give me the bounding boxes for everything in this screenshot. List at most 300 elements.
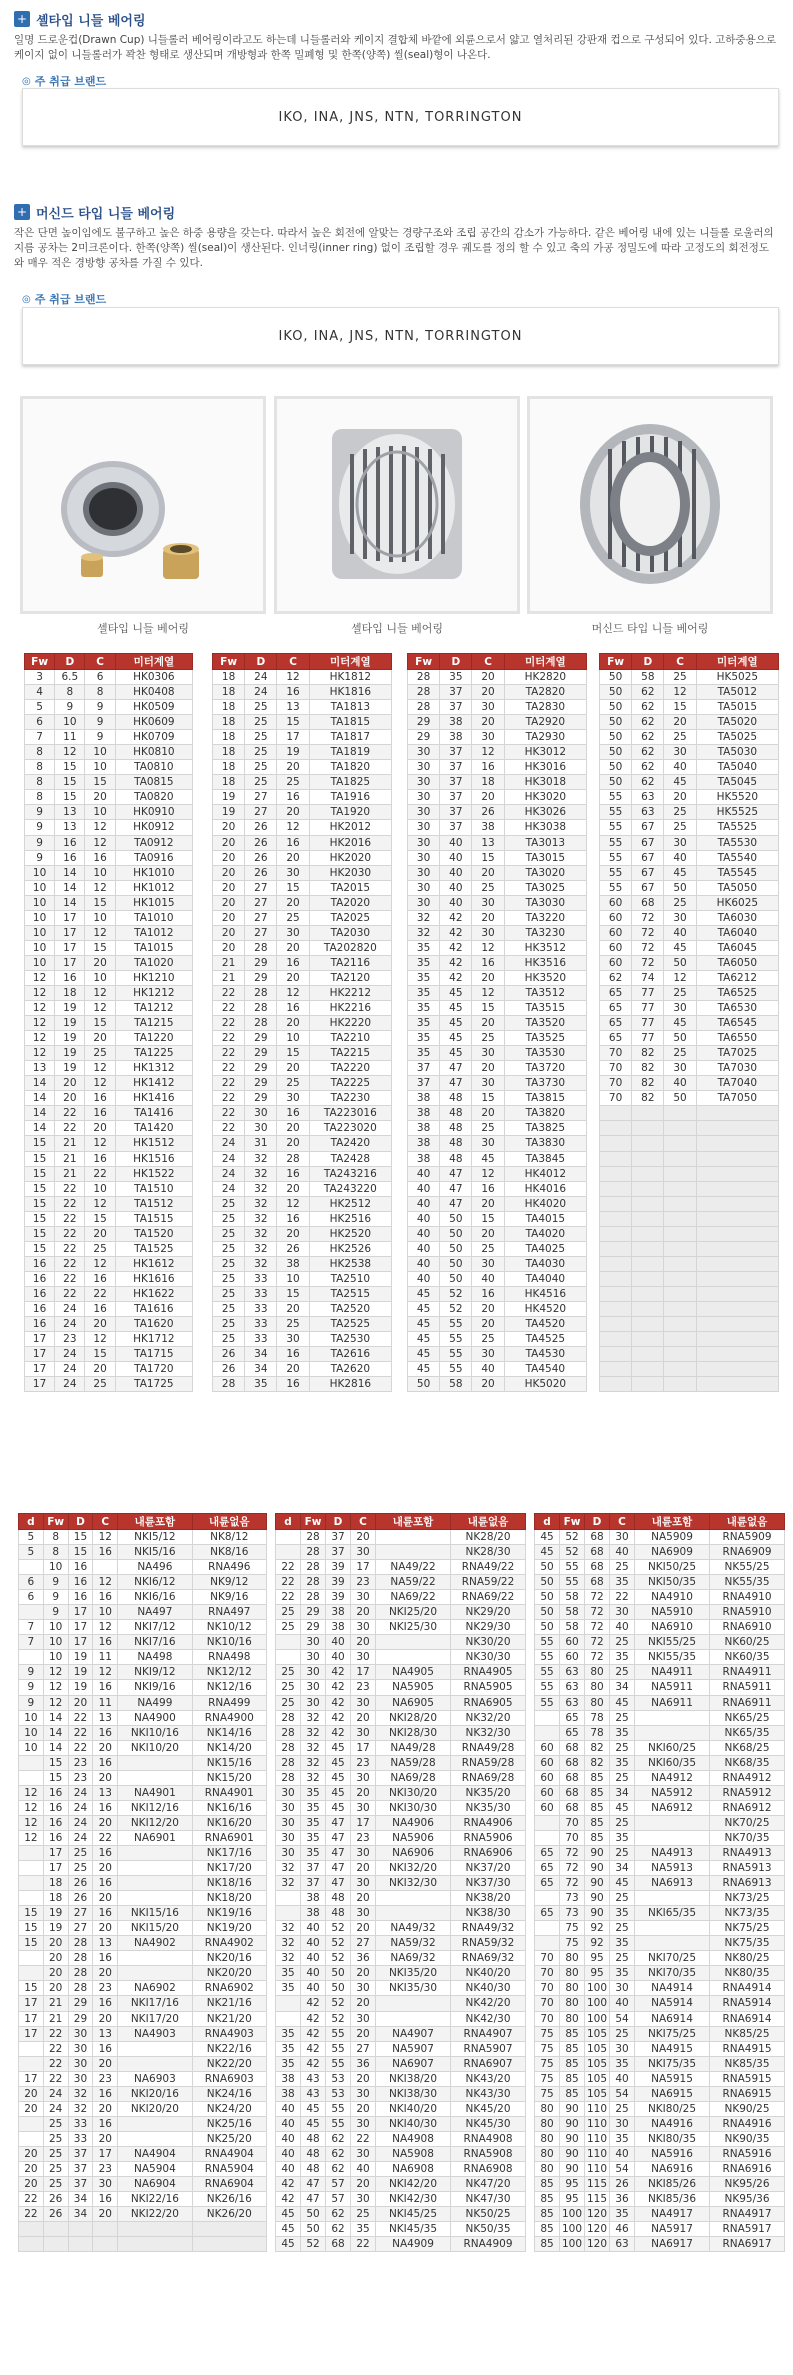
table-cell: 55 bbox=[600, 805, 632, 820]
table-cell: 22 bbox=[213, 1121, 245, 1136]
table-cell: 55 bbox=[560, 1560, 585, 1575]
table-cell: 68 bbox=[632, 895, 664, 910]
table-cell: 57 bbox=[326, 2192, 351, 2207]
table-cell bbox=[664, 1271, 696, 1286]
table-cell: NK55/35 bbox=[710, 1575, 785, 1590]
table-cell: 33 bbox=[245, 1317, 277, 1332]
table-cell: 62 bbox=[326, 2161, 351, 2176]
table-cell: 55 bbox=[535, 1635, 560, 1650]
table-row bbox=[25, 1196, 193, 1211]
column-header: C bbox=[93, 1514, 118, 1530]
table-cell: 45 bbox=[535, 1530, 560, 1545]
table-cell: 47 bbox=[326, 1815, 351, 1830]
table-cell: TA2420 bbox=[309, 1136, 391, 1151]
table-cell: NKI9/12 bbox=[118, 1665, 192, 1680]
table-cell: 85 bbox=[560, 2041, 585, 2056]
table-cell: NK19/16 bbox=[192, 1906, 266, 1921]
table-cell: TA5045 bbox=[696, 775, 778, 790]
table-cell bbox=[664, 1317, 696, 1332]
table-cell: 10 bbox=[277, 1031, 309, 1046]
table-cell: 38 bbox=[326, 1605, 351, 1620]
table-row bbox=[213, 1091, 392, 1106]
table-row bbox=[19, 1710, 267, 1725]
table-row bbox=[19, 1575, 267, 1590]
table-cell: 23 bbox=[93, 2071, 118, 2086]
table-cell: 80 bbox=[560, 1996, 585, 2011]
table-cell: 16 bbox=[472, 955, 504, 970]
table-cell: 20 bbox=[664, 790, 696, 805]
table-cell: 9 bbox=[25, 835, 55, 850]
table-cell: 30 bbox=[472, 895, 504, 910]
table-cell: HK4016 bbox=[504, 1181, 586, 1196]
table-cell: 16 bbox=[93, 1996, 118, 2011]
table-cell: 30 bbox=[301, 1665, 326, 1680]
table-cell: 17 bbox=[351, 1560, 376, 1575]
table-cell: 20 bbox=[351, 1785, 376, 1800]
table-cell: 25 bbox=[664, 1046, 696, 1061]
table-cell: NK40/30 bbox=[451, 1981, 526, 1996]
table-cell: 63 bbox=[560, 1695, 585, 1710]
table-cell bbox=[19, 2237, 44, 2252]
table-cell: 17 bbox=[351, 1665, 376, 1680]
table-cell: NA49/32 bbox=[376, 1921, 451, 1936]
table-row bbox=[276, 1815, 526, 1830]
column-header: Fw bbox=[213, 654, 245, 670]
table-row bbox=[408, 1362, 587, 1377]
table-cell: NK65/35 bbox=[710, 1725, 785, 1740]
table-cell: 8 bbox=[25, 745, 55, 760]
table-cell: 29 bbox=[245, 1091, 277, 1106]
table-cell: 42 bbox=[301, 2056, 326, 2071]
table-cell: 45 bbox=[664, 940, 696, 955]
table-row bbox=[408, 1136, 587, 1151]
table-cell: 47 bbox=[440, 1061, 472, 1076]
column-header: D bbox=[585, 1514, 610, 1530]
table-cell: 25 bbox=[277, 775, 309, 790]
table-cell: 14 bbox=[25, 1091, 55, 1106]
table-row bbox=[25, 1377, 193, 1392]
table-cell: 27 bbox=[245, 880, 277, 895]
table-cell: RNA6912 bbox=[710, 1800, 785, 1815]
column-header: C bbox=[472, 654, 504, 670]
table-cell bbox=[118, 2222, 192, 2237]
table-cell bbox=[696, 1271, 778, 1286]
table-row bbox=[213, 1076, 392, 1091]
table-cell: HK1010 bbox=[115, 865, 192, 880]
table-row bbox=[19, 2237, 267, 2252]
table-row bbox=[408, 925, 587, 940]
table-cell bbox=[600, 1271, 632, 1286]
table-row bbox=[213, 820, 392, 835]
table-cell: NK10/12 bbox=[192, 1620, 266, 1635]
table-cell: 37 bbox=[440, 700, 472, 715]
table-row bbox=[19, 2101, 267, 2116]
table-cell: 10 bbox=[85, 745, 115, 760]
table-cell: 23 bbox=[351, 1680, 376, 1695]
table-cell: NA49/28 bbox=[376, 1740, 451, 1755]
table-row bbox=[535, 1891, 785, 1906]
table-cell: NA6906 bbox=[376, 1845, 451, 1860]
table-cell: 37 bbox=[326, 1545, 351, 1560]
table-row bbox=[19, 1650, 267, 1665]
table-row bbox=[408, 955, 587, 970]
table-cell: NA5914 bbox=[635, 1996, 710, 2011]
table-cell: 25 bbox=[277, 1317, 309, 1332]
table-row bbox=[25, 700, 193, 715]
table-row bbox=[600, 1271, 779, 1286]
table-cell: 20 bbox=[351, 1861, 376, 1876]
table-cell: RNA5917 bbox=[710, 2222, 785, 2237]
table-cell: HK0609 bbox=[115, 715, 192, 730]
table-cell: 75 bbox=[535, 2071, 560, 2086]
table-cell: 68 bbox=[560, 1740, 585, 1755]
table-cell: 15 bbox=[85, 895, 115, 910]
table-cell: 38 bbox=[277, 1256, 309, 1271]
table-cell bbox=[696, 1136, 778, 1151]
table-cell: 34 bbox=[245, 1362, 277, 1377]
table-cell: 12 bbox=[25, 970, 55, 985]
table-cell: NKI25/20 bbox=[376, 1605, 451, 1620]
table-cell: 60 bbox=[535, 1740, 560, 1755]
table-cell bbox=[600, 1286, 632, 1301]
table-cell: 55 bbox=[600, 790, 632, 805]
table-cell: 32 bbox=[301, 1755, 326, 1770]
table-cell: 12 bbox=[472, 940, 504, 955]
table-row bbox=[25, 1286, 193, 1301]
table-cell: 45 bbox=[440, 1031, 472, 1046]
table-cell: 12 bbox=[43, 1695, 68, 1710]
table-row bbox=[535, 2056, 785, 2071]
table-cell bbox=[600, 1317, 632, 1332]
table-cell: NKI6/16 bbox=[118, 1590, 192, 1605]
table-cell: 25 bbox=[610, 1770, 635, 1785]
table-row bbox=[19, 1815, 267, 1830]
table-row bbox=[276, 1620, 526, 1635]
table-cell: 35 bbox=[610, 2056, 635, 2071]
table-cell: 65 bbox=[600, 985, 632, 1000]
spec-table-shell-1 bbox=[24, 653, 193, 1392]
table-cell: 45 bbox=[408, 1317, 440, 1332]
table-cell: 19 bbox=[68, 1665, 93, 1680]
column-header: 내륜없음 bbox=[192, 1514, 266, 1530]
table-cell: NK9/12 bbox=[192, 1575, 266, 1590]
table-cell: 90 bbox=[560, 2146, 585, 2161]
table-row bbox=[19, 1845, 267, 1860]
table-cell: 30 bbox=[408, 835, 440, 850]
table-cell: 6 bbox=[19, 1575, 44, 1590]
table-cell: NK18/20 bbox=[192, 1891, 266, 1906]
table-row bbox=[535, 1665, 785, 1680]
table-cell: 15 bbox=[19, 1906, 44, 1921]
table-cell: TA3025 bbox=[504, 880, 586, 895]
table-row bbox=[25, 895, 193, 910]
table-cell: 17 bbox=[25, 1332, 55, 1347]
table-row bbox=[408, 670, 587, 685]
table-cell: 32 bbox=[276, 1936, 301, 1951]
table-cell: 24 bbox=[213, 1136, 245, 1151]
table-cell: NK35/20 bbox=[451, 1785, 526, 1800]
table-cell: 50 bbox=[600, 700, 632, 715]
table-row bbox=[600, 1121, 779, 1136]
table-cell: 8 bbox=[43, 1545, 68, 1560]
table-cell: 18 bbox=[213, 685, 245, 700]
table-cell: TA3845 bbox=[504, 1151, 586, 1166]
table-cell: 37 bbox=[440, 745, 472, 760]
table-cell: 68 bbox=[560, 1800, 585, 1815]
table-cell: 80 bbox=[560, 1981, 585, 1996]
table-cell bbox=[276, 1891, 301, 1906]
table-cell bbox=[118, 1861, 192, 1876]
column-header: 미터계열 bbox=[309, 654, 391, 670]
table-row bbox=[408, 895, 587, 910]
table-cell: HK4012 bbox=[504, 1166, 586, 1181]
table-cell: 28 bbox=[408, 685, 440, 700]
table-row bbox=[19, 2177, 267, 2192]
table-cell: TA2428 bbox=[309, 1151, 391, 1166]
table-cell bbox=[696, 1166, 778, 1181]
table-cell: 17 bbox=[19, 2011, 44, 2026]
table-cell bbox=[93, 2222, 118, 2237]
table-cell: 15 bbox=[85, 1016, 115, 1031]
table-cell: 10 bbox=[85, 805, 115, 820]
table-row bbox=[25, 1362, 193, 1377]
table-cell: TA4540 bbox=[504, 1362, 586, 1377]
table-cell: 18 bbox=[213, 715, 245, 730]
table-cell: 9 bbox=[85, 730, 115, 745]
table-cell: 16 bbox=[43, 1800, 68, 1815]
table-cell: 50 bbox=[440, 1271, 472, 1286]
table-cell: 35 bbox=[440, 670, 472, 685]
table-cell: 25 bbox=[664, 820, 696, 835]
table-cell: 40 bbox=[664, 760, 696, 775]
table-cell: 30 bbox=[351, 1770, 376, 1785]
table-cell: 85 bbox=[535, 2207, 560, 2222]
table-cell: 62 bbox=[632, 715, 664, 730]
table-cell: 53 bbox=[326, 2086, 351, 2101]
table-cell: RNA5911 bbox=[710, 1680, 785, 1695]
table-row bbox=[213, 1151, 392, 1166]
table-cell: 30 bbox=[351, 1620, 376, 1635]
column-header: Fw bbox=[43, 1514, 68, 1530]
table-cell: 90 bbox=[585, 1876, 610, 1891]
table-cell: 32 bbox=[245, 1256, 277, 1271]
table-cell: 85 bbox=[560, 2086, 585, 2101]
table-cell: NK68/25 bbox=[710, 1740, 785, 1755]
table-cell: 35 bbox=[408, 985, 440, 1000]
table-cell: 22 bbox=[55, 1181, 85, 1196]
table-cell: 9 bbox=[25, 820, 55, 835]
table-cell: 17 bbox=[93, 2146, 118, 2161]
table-cell: 20 bbox=[85, 1121, 115, 1136]
table-row bbox=[535, 1590, 785, 1605]
table-row bbox=[25, 1301, 193, 1316]
table-cell: NK37/30 bbox=[451, 1876, 526, 1891]
table-row bbox=[535, 1830, 785, 1845]
table-cell: 80 bbox=[535, 2101, 560, 2116]
table-cell: 25 bbox=[610, 1951, 635, 1966]
table-row bbox=[19, 2011, 267, 2026]
table-cell: 38 bbox=[408, 1106, 440, 1121]
spec-table-shell-4 bbox=[599, 653, 779, 1392]
table-cell: 20 bbox=[93, 1966, 118, 1981]
table-cell: RNA4900 bbox=[192, 1710, 266, 1725]
table-cell: 47 bbox=[440, 1196, 472, 1211]
table-cell: NK29/20 bbox=[451, 1605, 526, 1620]
table-row bbox=[600, 835, 779, 850]
table-cell: 10 bbox=[85, 970, 115, 985]
table-cell: RNA49/22 bbox=[451, 1560, 526, 1575]
table-cell: NK16/16 bbox=[192, 1800, 266, 1815]
table-cell: 40 bbox=[610, 1620, 635, 1635]
table-row bbox=[535, 1710, 785, 1725]
table-cell: 13 bbox=[93, 1710, 118, 1725]
table-cell: 25 bbox=[85, 1241, 115, 1256]
table-cell: 50 bbox=[600, 685, 632, 700]
table-cell: 19 bbox=[43, 1906, 68, 1921]
table-cell: TA5050 bbox=[696, 880, 778, 895]
table-cell: 85 bbox=[560, 2026, 585, 2041]
table-cell bbox=[118, 2056, 192, 2071]
table-cell: 30 bbox=[301, 1680, 326, 1695]
table-cell: 67 bbox=[632, 880, 664, 895]
table-cell: 68 bbox=[560, 1755, 585, 1770]
table-cell: 30 bbox=[276, 1800, 301, 1815]
table-cell: 25 bbox=[276, 1695, 301, 1710]
table-cell: 20 bbox=[277, 1226, 309, 1241]
table-cell: 20 bbox=[664, 715, 696, 730]
table-row bbox=[25, 730, 193, 745]
table-cell: 16 bbox=[55, 850, 85, 865]
table-cell: 12 bbox=[277, 1196, 309, 1211]
table-cell: 10 bbox=[85, 865, 115, 880]
table-cell: 50 bbox=[600, 775, 632, 790]
table-cell: 20 bbox=[277, 1061, 309, 1076]
table-cell: NK50/25 bbox=[451, 2207, 526, 2222]
table-cell: RNA6915 bbox=[710, 2086, 785, 2101]
table-cell: 48 bbox=[326, 1891, 351, 1906]
table-row bbox=[19, 2116, 267, 2131]
table-cell: 38 bbox=[472, 820, 504, 835]
table-cell: 25 bbox=[610, 1921, 635, 1936]
table-cell: 30 bbox=[408, 880, 440, 895]
table-cell bbox=[19, 1891, 44, 1906]
table-cell: 65 bbox=[535, 1845, 560, 1860]
table-cell: 34 bbox=[610, 1785, 635, 1800]
table-cell: TA1820 bbox=[309, 760, 391, 775]
table-row bbox=[408, 1076, 587, 1091]
table-cell: 39 bbox=[326, 1575, 351, 1590]
table-cell: 40 bbox=[440, 865, 472, 880]
table-cell: NK65/25 bbox=[710, 1710, 785, 1725]
table-row bbox=[19, 1906, 267, 1921]
table-row bbox=[25, 1181, 193, 1196]
table-cell: 12 bbox=[85, 1001, 115, 1016]
table-cell: HK2012 bbox=[309, 820, 391, 835]
table-cell: HK1412 bbox=[115, 1076, 192, 1091]
table-cell: 12 bbox=[93, 1620, 118, 1635]
table-row bbox=[408, 1121, 587, 1136]
table-cell: 25 bbox=[610, 1891, 635, 1906]
table-cell: 14 bbox=[25, 1121, 55, 1136]
table-cell: 10 bbox=[25, 895, 55, 910]
table-cell: RNA49/32 bbox=[451, 1921, 526, 1936]
table-cell: NKI85/36 bbox=[635, 2192, 710, 2207]
table-cell: TA243220 bbox=[309, 1181, 391, 1196]
table-cell: 22 bbox=[351, 2131, 376, 2146]
table-cell: 55 bbox=[326, 2056, 351, 2071]
table-row bbox=[535, 2131, 785, 2146]
column-header: 내륜없음 bbox=[451, 1514, 526, 1530]
table-cell: 19 bbox=[55, 1046, 85, 1061]
table-cell: 30 bbox=[68, 2071, 93, 2086]
table-cell: 80 bbox=[535, 2146, 560, 2161]
table-cell: TA1616 bbox=[115, 1301, 192, 1316]
table-cell: TA3515 bbox=[504, 1001, 586, 1016]
table-cell: NKI60/25 bbox=[635, 1740, 710, 1755]
table-cell: 30 bbox=[351, 2086, 376, 2101]
caption-2: 셸타입 니들 베어링 bbox=[350, 622, 443, 635]
table-cell: NK10/16 bbox=[192, 1635, 266, 1650]
table-cell: 30 bbox=[610, 1530, 635, 1545]
table-row bbox=[600, 1286, 779, 1301]
table-header-row bbox=[213, 654, 392, 670]
table-cell bbox=[118, 1770, 192, 1785]
table-cell: 6.5 bbox=[55, 670, 85, 685]
table-cell: 50 bbox=[600, 745, 632, 760]
table-row bbox=[213, 910, 392, 925]
table-cell: 17 bbox=[68, 1635, 93, 1650]
table-cell: TA1920 bbox=[309, 805, 391, 820]
table-cell: TA223016 bbox=[309, 1106, 391, 1121]
table-cell: 42 bbox=[440, 970, 472, 985]
table-cell: 25 bbox=[277, 910, 309, 925]
table-cell: TA7040 bbox=[696, 1076, 778, 1091]
table-cell: 30 bbox=[472, 1046, 504, 1061]
table-cell: 15 bbox=[472, 850, 504, 865]
table-cell: NA59/28 bbox=[376, 1755, 451, 1770]
table-cell: TA1225 bbox=[115, 1046, 192, 1061]
table-row bbox=[25, 1317, 193, 1332]
table-cell: 12 bbox=[93, 1575, 118, 1590]
table-cell: 16 bbox=[25, 1271, 55, 1286]
table-row bbox=[535, 2207, 785, 2222]
table-cell: TA5040 bbox=[696, 760, 778, 775]
table-cell: 37 bbox=[440, 685, 472, 700]
table-row bbox=[276, 2222, 526, 2237]
table-cell bbox=[376, 1906, 451, 1921]
table-cell: NA69/32 bbox=[376, 1951, 451, 1966]
table-row bbox=[25, 1031, 193, 1046]
table-cell: NK95/26 bbox=[710, 2177, 785, 2192]
table-cell: 10 bbox=[25, 865, 55, 880]
table-row bbox=[600, 1166, 779, 1181]
table-cell: 32 bbox=[245, 1181, 277, 1196]
table-cell: 28 bbox=[68, 1966, 93, 1981]
table-cell: 38 bbox=[326, 1620, 351, 1635]
table-row bbox=[213, 670, 392, 685]
table-cell: 26 bbox=[68, 1891, 93, 1906]
table-cell: 68 bbox=[585, 1560, 610, 1575]
table-cell: NKI5/12 bbox=[118, 1530, 192, 1545]
table-cell: 22 bbox=[68, 1725, 93, 1740]
table-cell: 80 bbox=[560, 2011, 585, 2026]
table-cell: 50 bbox=[600, 670, 632, 685]
table-cell: 32 bbox=[276, 1951, 301, 1966]
table-cell: 21 bbox=[55, 1166, 85, 1181]
table-cell: 43 bbox=[301, 2071, 326, 2086]
table-cell: RNA6907 bbox=[451, 2056, 526, 2071]
table-cell: 33 bbox=[245, 1286, 277, 1301]
